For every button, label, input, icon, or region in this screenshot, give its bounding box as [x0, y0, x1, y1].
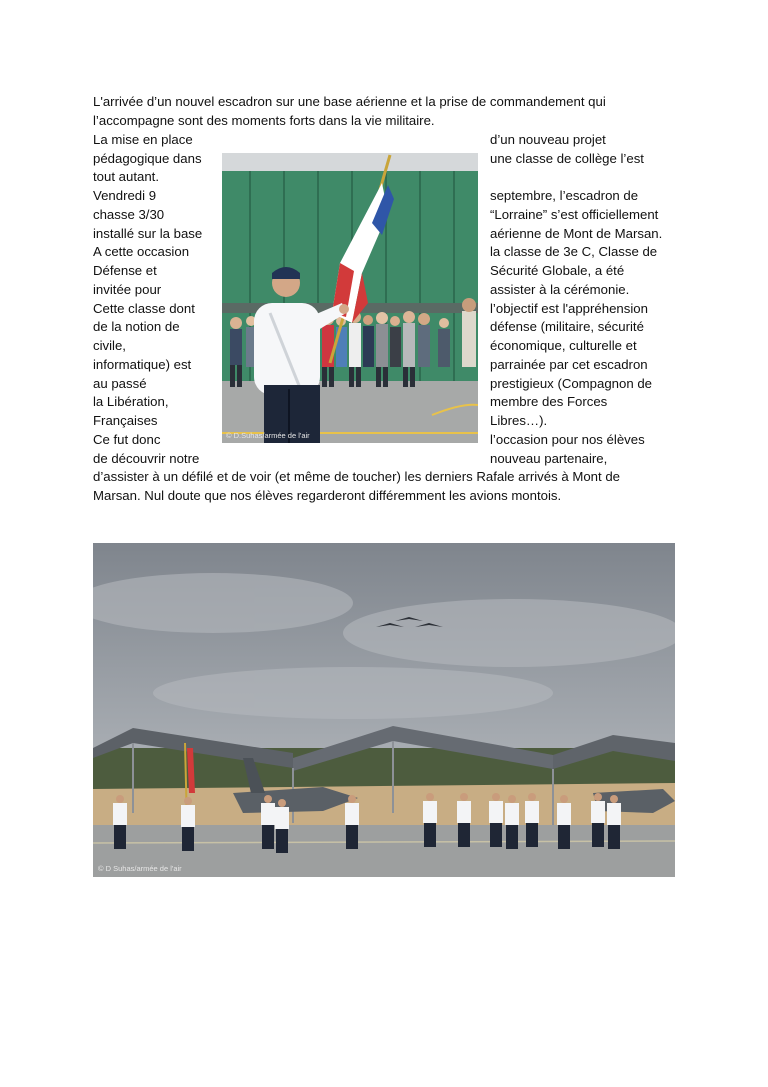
- right-line-17: l’occasion pour nos élèves: [490, 432, 645, 447]
- right-line-8: Sécurité Globale, a été: [490, 263, 625, 278]
- left-line-14: au passé: [93, 376, 147, 391]
- right-line-2: une classe de collège l’est: [490, 151, 644, 166]
- right-line-7: la classe de 3e C, Classe de: [490, 244, 658, 259]
- right-line-10: l’objectif est l'appréhension: [490, 301, 648, 316]
- left-line-17: Ce fut donc: [93, 432, 161, 447]
- left-line-15: la Libération,: [93, 394, 169, 409]
- right-line-12: économique, culturelle et: [490, 338, 637, 353]
- right-line-15: membre des Forces: [490, 394, 608, 409]
- left-line-7: A cette occasion: [93, 244, 190, 259]
- left-line-6: installé sur la base: [93, 226, 203, 241]
- right-line-5: “Lorraine” s’est officiellement: [490, 207, 659, 222]
- flag-ceremony-illustration: [222, 153, 478, 443]
- intro-line-1: L'arrivée d’un nouvel escadron sur une base aérienne et la prise de commandement qui: [93, 94, 606, 109]
- right-line-4: septembre, l’escadron de: [490, 188, 639, 203]
- parade-illustration: [93, 543, 675, 877]
- left-line-2: pédagogique dans: [93, 151, 202, 166]
- left-line-12: civile,: [93, 338, 126, 353]
- right-line-11: défense (militaire, sécurité: [490, 319, 644, 334]
- flag-ceremony-photo: [222, 153, 478, 443]
- parade-photo: [93, 543, 675, 877]
- left-line-1: La mise en place: [93, 132, 193, 147]
- left-line-4: Vendredi 9: [93, 188, 157, 203]
- photo2-credit: © D Suhas/armée de l'air: [98, 864, 182, 873]
- left-line-3: tout autant.: [93, 169, 159, 184]
- left-line-11: de la notion de: [93, 319, 180, 334]
- left-line-18: de découvrir notre: [93, 451, 200, 466]
- left-line-8: Défense et: [93, 263, 157, 278]
- right-line-14: prestigieux (Compagnon de: [490, 376, 653, 391]
- right-line-6: aérienne de Mont de Marsan.: [490, 226, 663, 241]
- photo1-credit: © D.Suhas/armée de l'air: [226, 431, 310, 440]
- left-line-5: chasse 3/30: [93, 207, 165, 222]
- right-line-16: Libres…).: [490, 413, 548, 428]
- right-line-9: assister à la cérémonie.: [490, 282, 630, 297]
- intro-line-2: l’accompagne sont des moments forts dans la vie militaire.: [93, 113, 435, 128]
- outro-line-2: Marsan. Nul doute que nos élèves regarderont différemment les avions montois.: [93, 488, 562, 503]
- right-line-13: parrainée par cet escadron: [490, 357, 648, 372]
- right-line-1: d’un nouveau projet: [490, 132, 606, 147]
- outro-line-1: d’assister à un défilé et de voir (et même de toucher) les derniers Rafale arrivés à Mont de: [93, 469, 621, 484]
- right-line-18: nouveau partenaire,: [490, 451, 608, 466]
- left-line-9: invitée pour: [93, 282, 162, 297]
- left-line-16: Françaises: [93, 413, 158, 428]
- left-line-13: informatique) est: [93, 357, 192, 372]
- left-line-10: Cette classe dont: [93, 301, 195, 316]
